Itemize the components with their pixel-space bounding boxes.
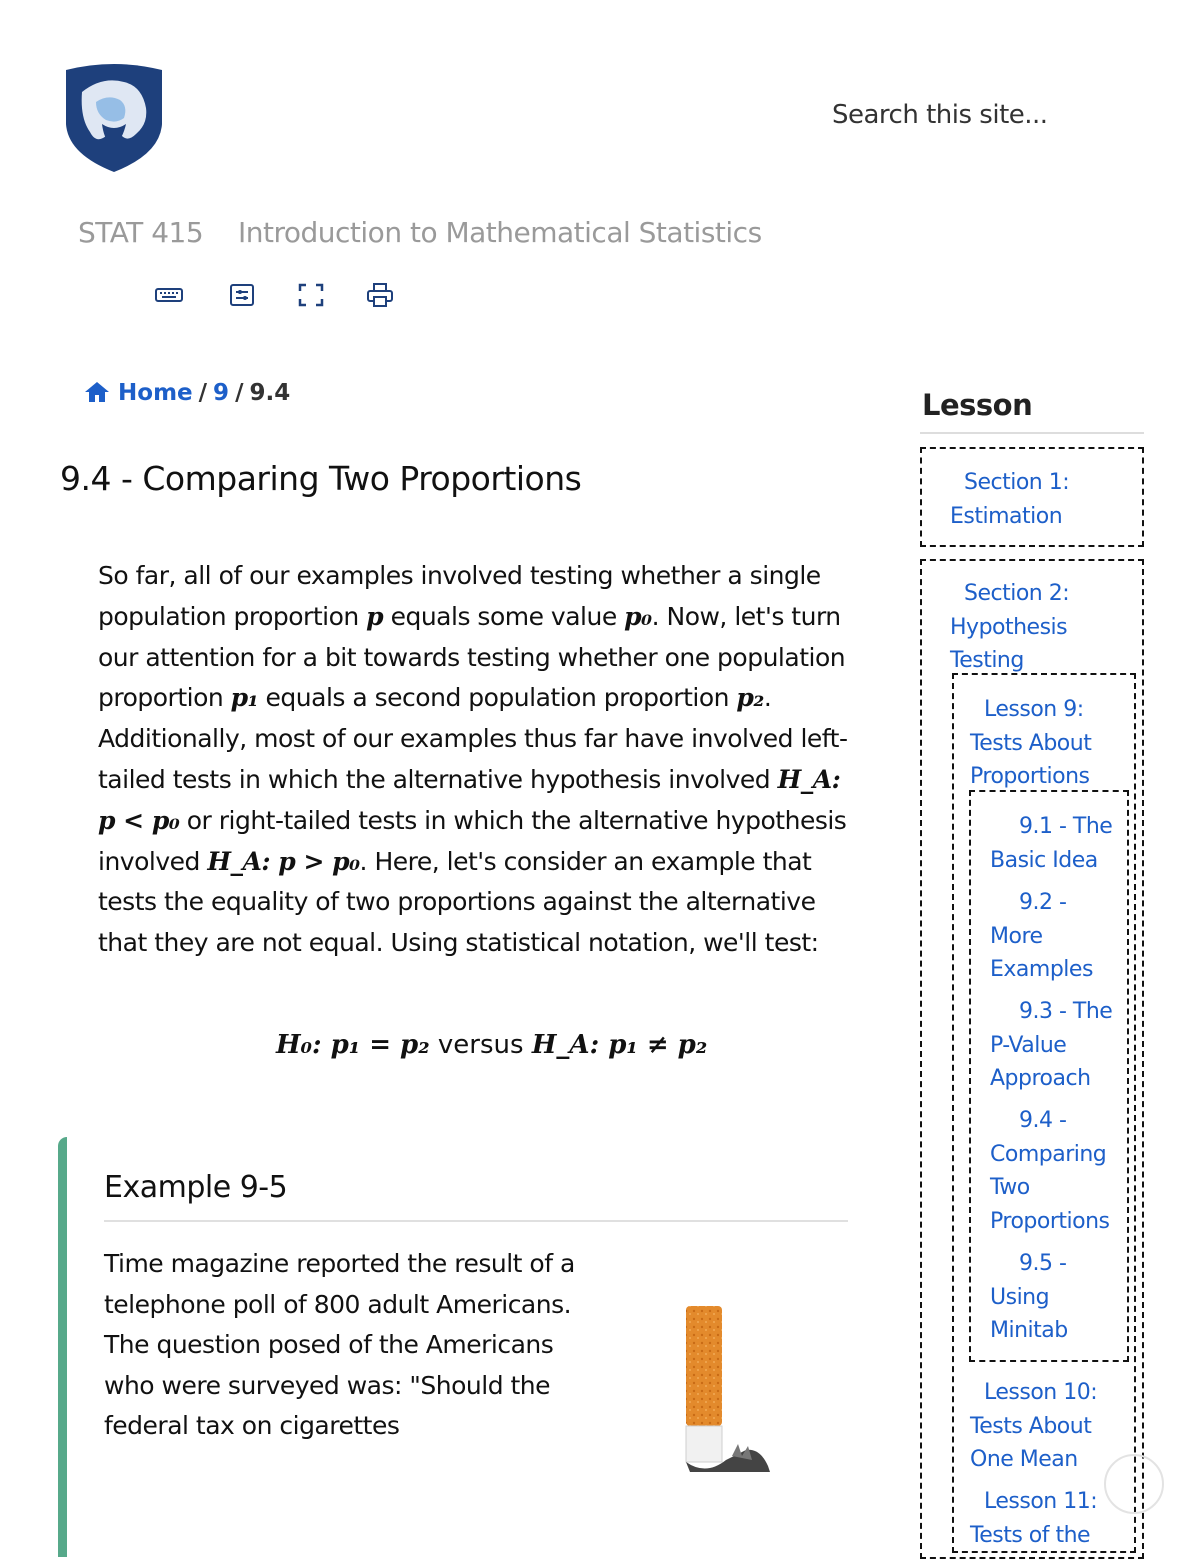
versus-text: versus bbox=[437, 1030, 524, 1060]
keyboard-icon[interactable] bbox=[155, 282, 183, 308]
sidebar-item-section-2[interactable]: Section 2: Hypothesis Testing bbox=[950, 581, 1070, 673]
breadcrumb-separator: / bbox=[235, 380, 244, 406]
intro-text: equals a second population proportion bbox=[258, 683, 737, 713]
example-accent-bar bbox=[58, 1137, 67, 1557]
sidebar-item-lesson-11[interactable]: Lesson 11: Tests of the bbox=[970, 1489, 1098, 1548]
intro-text: . Now, let's turn our attention for a bit towards testing whether one population proportion bbox=[98, 601, 846, 713]
intro-text: . Here, let's consider an example that tests the equality of two proportions against the alternative that they are not equal. Using statistical notation, we'll test: bbox=[98, 846, 819, 958]
sidebar-item-9-3[interactable]: 9.3 - The P-Value Approach bbox=[990, 999, 1113, 1091]
sidebar-item-9-2[interactable]: 9.2 - More Examples bbox=[990, 890, 1093, 982]
breadcrumb-current: 9.4 bbox=[249, 380, 291, 406]
hypothesis-statement bbox=[276, 1030, 707, 1060]
math-left-tailed: H_A: p < p₀ bbox=[98, 764, 841, 835]
site-search-input[interactable]: Search this site... bbox=[832, 100, 1048, 130]
course-title[interactable]: Introduction to Mathematical Statistics bbox=[238, 216, 762, 249]
intro-paragraph bbox=[98, 556, 858, 964]
example-divider bbox=[104, 1220, 848, 1222]
example-text: Time magazine reported the result of a telephone poll of 800 adult Americans. The question posed of the Americans who were surveyed was: "Should the federal tax on cigarettes bbox=[104, 1249, 575, 1440]
null-hypothesis: H₀: p₁ = p₂ bbox=[276, 1030, 430, 1060]
sidebar-item-9-4[interactable]: 9.4 - Comparing Two Proportions bbox=[990, 1108, 1110, 1234]
intro-text: equals some value bbox=[383, 601, 625, 631]
breadcrumb-separator: / bbox=[198, 380, 208, 406]
home-icon[interactable] bbox=[84, 381, 110, 403]
alternative-hypothesis: H_A: p₁ ≠ p₂ bbox=[531, 1030, 708, 1060]
page-title: 9.4 - Comparing Two Proportions bbox=[60, 459, 582, 498]
intro-text: So far, all of our examples involved testing whether a single population proportion bbox=[98, 561, 821, 631]
sidebar-item-9-5[interactable]: 9.5 - Using Minitab bbox=[990, 1251, 1068, 1343]
sidebar-item-lesson-9[interactable]: Lesson 9: Tests About Proportions bbox=[970, 697, 1092, 789]
breadcrumb-home-link[interactable]: Home bbox=[118, 380, 193, 406]
sidebar-divider bbox=[920, 432, 1144, 434]
fullscreen-icon[interactable] bbox=[297, 282, 325, 308]
intro-text: . Additionally, most of our examples thus far have involved left-tailed tests in which the alternative hypothesis involved bbox=[98, 683, 848, 794]
penn-state-logo-icon[interactable] bbox=[62, 62, 166, 174]
math-p2: p₂ bbox=[736, 683, 764, 713]
sidebar-heading: Lesson bbox=[922, 388, 1033, 422]
math-p: p bbox=[366, 601, 384, 631]
breadcrumb bbox=[84, 380, 290, 406]
cigarette-butt-image bbox=[676, 1300, 776, 1480]
sidebar-item-section-1[interactable]: Section 1: Estimation bbox=[950, 470, 1070, 529]
sidebar-item-lesson-10[interactable]: Lesson 10: Tests About One Mean bbox=[970, 1380, 1098, 1472]
course-code[interactable]: STAT 415 bbox=[78, 216, 204, 249]
example-title: Example 9-5 bbox=[104, 1170, 288, 1205]
math-p1: p₁ bbox=[230, 683, 259, 713]
math-right-tailed: H_A: p > p₀ bbox=[207, 846, 360, 876]
intro-text: or right-tailed tests in which the alternative hypothesis involved bbox=[98, 805, 847, 876]
settings-panel-icon[interactable] bbox=[228, 282, 256, 308]
sidebar-item-9-1[interactable]: 9.1 - The Basic Idea bbox=[990, 814, 1113, 873]
math-p0: p₀ bbox=[624, 601, 652, 631]
scroll-to-top-button[interactable] bbox=[1104, 1454, 1164, 1514]
breadcrumb-lesson-link[interactable]: 9 bbox=[213, 380, 230, 406]
print-icon[interactable] bbox=[366, 282, 394, 308]
